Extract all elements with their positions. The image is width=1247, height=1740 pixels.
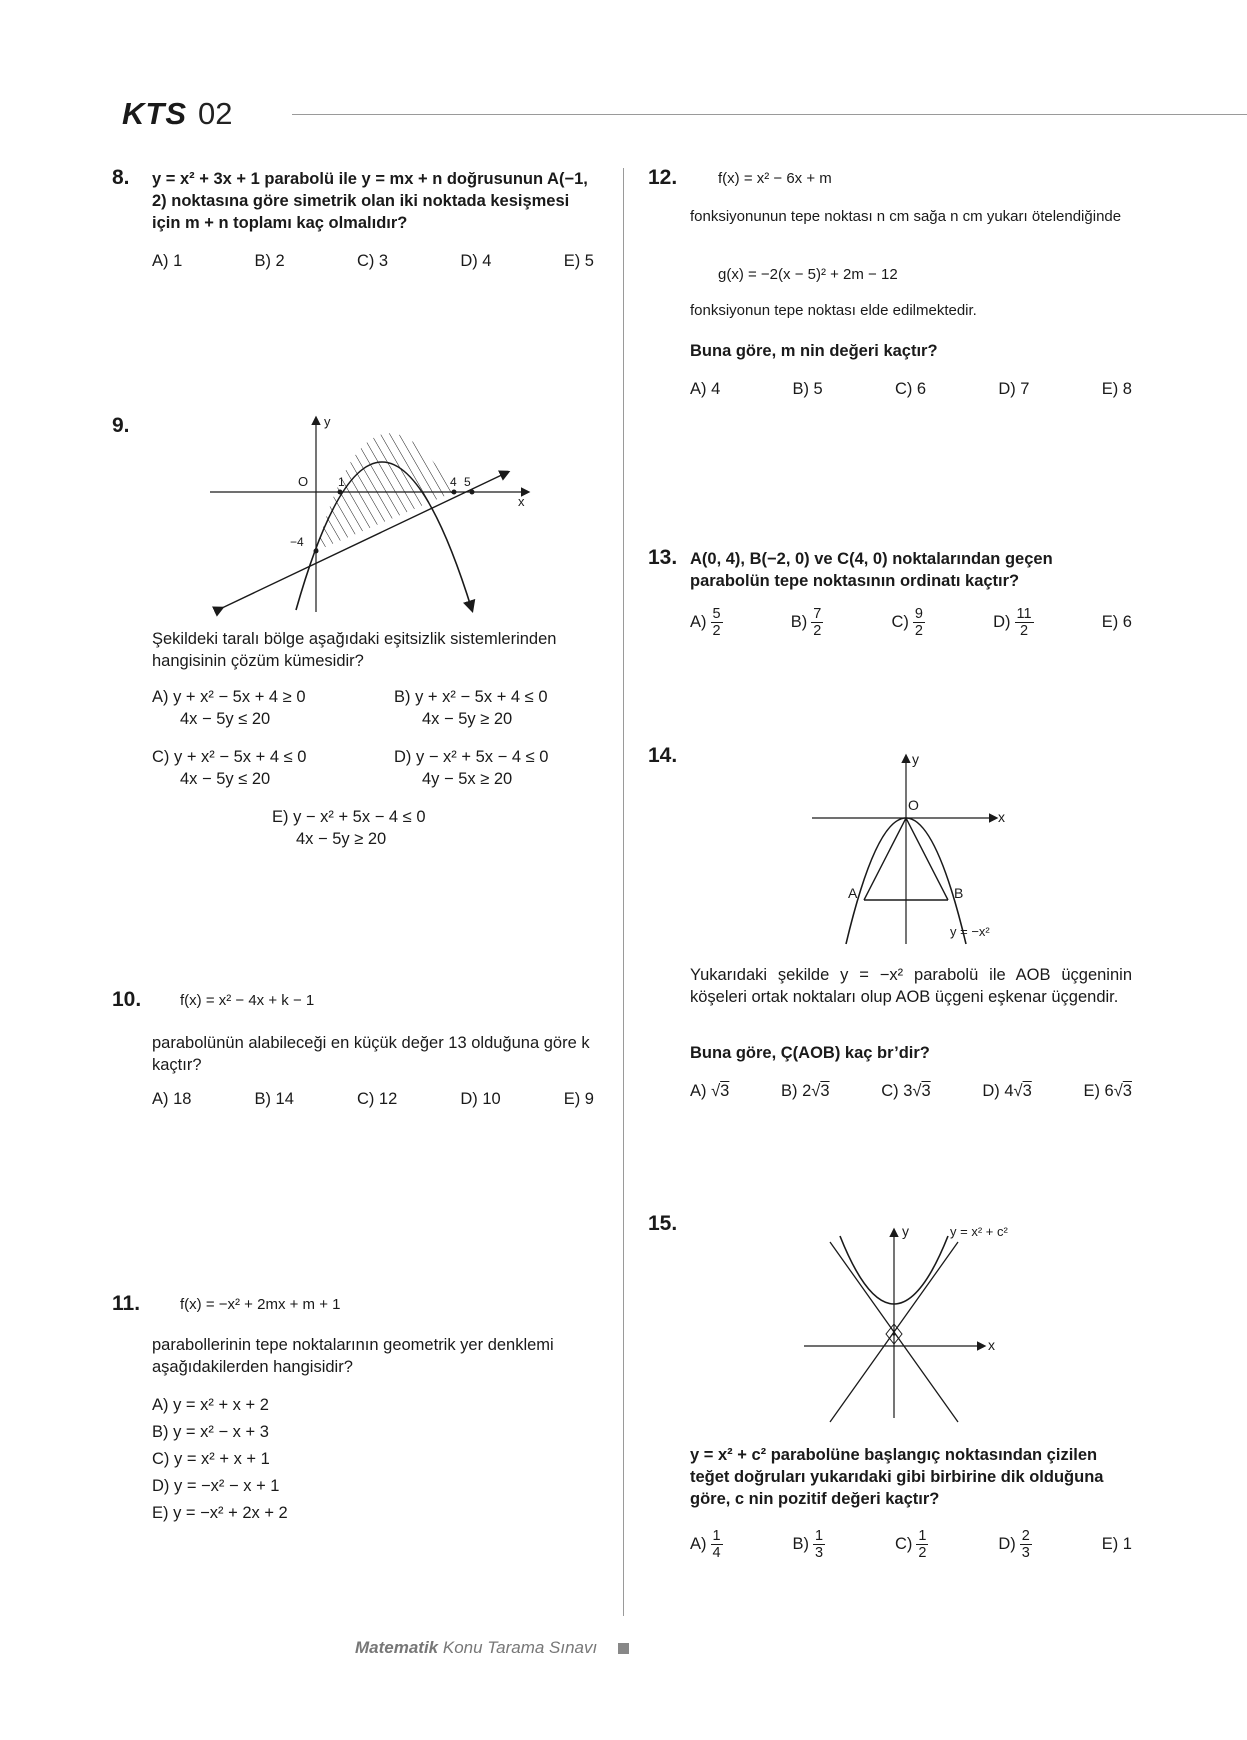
q13-text: A(0, 4), B(−2, 0) ve C(4, 0) noktalarından geçen parabolün tepe noktasının ordinatı kaçtır? [690,550,1053,590]
q12-option-d[interactable]: D) 7 [998,380,1030,398]
q12-function2: g(x) = −2(x − 5)² + 2m − 12 [718,266,898,283]
q13-option-c-fraction [913,606,925,639]
brand-logo: KTS [122,96,187,131]
q14-option-d-coef: 4 [1004,1082,1014,1100]
q9-option-c-line2: 4x − 5y ≤ 20 [180,770,271,788]
q12-option-b[interactable]: B) 5 [792,380,823,398]
q15-text: y = x² + c² parabolüne başlangıç noktasından çizilen teğet doğruları yukarıdaki gibi birbirine dik olduğuna göre, c nin pozitif değeri kaçtır? [690,1446,1104,1508]
q15-y-label: y [902,1223,909,1239]
q13-option-a-num: 5 [712,606,721,622]
q14-a-label: A [848,885,858,901]
footer [355,1638,597,1658]
q9-label-4: 4 [450,475,457,489]
q15-option-d[interactable] [998,1528,1032,1561]
q15-option-c-label: C) [894,1534,913,1553]
q13-option-a[interactable] [690,606,723,639]
q13-number: 13. [648,546,678,569]
q11-function: f(x) = −x² + 2mx + m + 1 [180,1296,341,1313]
header-rule [292,114,1247,115]
q14-option-c-radicand: 3 [921,1082,931,1100]
q13-option-c-num: 9 [914,606,923,622]
q8-option-c[interactable]: C) 3 [356,252,389,270]
column-divider [623,168,624,1616]
q15-option-a[interactable] [690,1528,723,1561]
q14-x-label: x [998,809,1005,825]
q8-text: y = x² + 3x + 1 parabolü ile y = mx + n doğrusunun A(−1, 2) noktasına göre simetrik olan iki noktada kesişmesi için m + n toplamı kaç olmalıdır? [152,170,588,232]
q14-options [690,1082,1132,1101]
q15-figure [800,1212,1040,1432]
q15-option-c-num: 1 [918,1528,927,1544]
q14-option-e-label: E) [1083,1082,1105,1100]
q9-y-label: y [324,414,331,429]
q8-option-e[interactable]: E) 5 [563,252,594,270]
q13-option-b[interactable] [791,606,824,639]
q15-x-label: x [988,1337,995,1353]
q8-option-b[interactable]: B) 2 [254,252,285,270]
q11-number: 11. [112,1292,141,1315]
q14-text: Yukarıdaki şekilde y = −x² parabolü ile AOB üçgeninin köşeleri ortak noktaları olup AOB üçgeni eşkenar üçgendir. [690,966,1132,1006]
q14-option-d[interactable] [982,1082,1031,1101]
q14-option-b-label: B) [781,1082,803,1100]
q10-option-c[interactable]: C) 12 [356,1090,398,1108]
footer-title: Konu Tarama Sınavı [442,1638,598,1657]
q10-option-a[interactable]: A) 18 [152,1090,192,1108]
q15-option-b-label: B) [792,1534,809,1553]
q10-number: 10. [112,988,142,1011]
q12-options [690,380,1132,399]
q8-option-d[interactable]: D) 4 [460,252,492,270]
q10-text: parabolünün alabileceği en küçük değer 13 olduğuna göre k kaçtır? [152,1034,590,1074]
q15-option-c[interactable] [895,1528,929,1561]
q14-figure [800,744,1020,958]
q12-number: 12. [648,166,678,189]
q12-function: f(x) = x² − 6x + m [718,170,832,187]
q9-x-label: x [518,494,525,509]
footer-square-icon [618,1643,629,1654]
footer-subject: Matematik [355,1638,439,1657]
q15-option-d-label: D) [998,1534,1016,1553]
q14-b-label: B [954,885,964,901]
q13-option-c[interactable] [891,606,925,639]
q13-option-d-label: D) [993,612,1011,631]
q15-option-c-den: 2 [918,1545,927,1561]
q14-option-d-label: D) [982,1082,1005,1100]
q8-number: 8. [112,166,130,189]
q10-options [152,1090,594,1109]
q14-y-label: y [912,751,919,767]
q14-curve-label: y = −x² [950,924,990,939]
q14-option-c-sqrt-sign: √ [912,1082,922,1100]
q13-option-a-fraction [711,606,723,639]
q12-text1: fonksiyonunun tepe noktası n cm sağa n cm yukarı ötelendiğinde [690,208,1122,225]
q13-option-d-num: 11 [1016,606,1032,622]
q12-text2: fonksiyonun tepe noktası elde edilmektedir. [690,302,977,319]
q15-option-e[interactable]: E) 1 [1101,1535,1132,1553]
q15-curve-label: y = x² + c² [950,1224,1008,1239]
q9-option-e[interactable] [272,806,426,850]
q15-option-d-num: 2 [1021,1528,1030,1544]
q14-number: 14. [648,744,678,767]
q9-option-d[interactable] [394,746,548,790]
q14-option-b[interactable] [781,1082,830,1101]
q13-option-d-fraction [1015,606,1034,639]
q14-option-e-radicand: 3 [1122,1082,1132,1100]
q14-option-e-sqrt-sign: √ [1113,1082,1123,1100]
q11-option-a[interactable]: A) y = x² + x + 2 [152,1396,269,1414]
q13-option-d-den: 2 [1019,623,1029,639]
q14-option-b-coef: 2 [802,1082,812,1100]
q14-option-c-label: C) [881,1082,904,1100]
q9-option-e-line2: 4x − 5y ≥ 20 [296,830,387,848]
q15-number: 15. [648,1212,678,1235]
q15-option-d-fraction [1020,1528,1032,1561]
page-number: 02 [198,96,233,131]
q9-option-c[interactable] [152,746,306,790]
q9-option-a-line2: 4x − 5y ≤ 20 [180,710,271,728]
q14-option-e[interactable] [1083,1082,1132,1101]
q14-option-b-sqrt-sign: √ [811,1082,821,1100]
q9-option-b[interactable] [394,686,548,730]
q14-option-a-radicand: 3 [720,1082,730,1100]
q15-option-a-label: A) [690,1534,707,1553]
q11-text: parabollerinin tepe noktalarının geometrik yer denklemi aşağıdakilerden hangisidir? [152,1336,554,1376]
q14-option-d-radicand: 3 [1022,1082,1032,1100]
q11-option-d[interactable]: D) y = −x² − x + 1 [152,1477,280,1495]
q13-option-c-label: C) [891,612,909,631]
q13-option-b-num: 7 [813,606,822,622]
q10-option-e[interactable]: E) 9 [563,1090,594,1108]
q13-option-e[interactable]: E) 6 [1101,613,1132,631]
q9-number: 9. [112,414,130,437]
q14-option-c-coef: 3 [903,1082,913,1100]
q15-options [690,1528,1132,1561]
q11-option-e[interactable]: E) y = −x² + 2x + 2 [152,1504,288,1522]
q9-label-1: 1 [338,475,345,489]
q14-question: Buna göre, Ç(AOB) kaç br’dir? [690,1044,930,1062]
q15-option-a-num: 1 [712,1528,721,1544]
q9-label-5: 5 [464,475,471,489]
q15-option-c-fraction [916,1528,928,1561]
q15-option-b-den: 3 [814,1545,824,1561]
q15-option-a-den: 4 [712,1545,721,1561]
q11-option-c[interactable]: C) y = x² + x + 1 [152,1450,270,1468]
q13-options [690,606,1132,639]
q12-option-c[interactable]: C) 6 [894,380,927,398]
q9-option-d-line1: D) y − x² + 5x − 4 ≤ 0 [394,748,549,766]
q13-option-b-den: 2 [813,623,822,639]
q10-function: f(x) = x² − 4x + k − 1 [180,992,315,1009]
q12-question: Buna göre, m nin değeri kaçtır? [690,342,938,360]
q13-option-c-den: 2 [914,623,923,639]
q13-option-a-label: A) [690,612,707,631]
q15-option-b[interactable] [792,1528,825,1561]
q13-option-b-label: B) [790,612,808,631]
q8-option-a[interactable]: A) 1 [152,252,183,270]
q15-option-b-num: 1 [814,1528,824,1544]
q13-option-a-den: 2 [712,623,721,639]
q14-option-b-radicand: 3 [820,1082,830,1100]
q10-option-b[interactable]: B) 14 [254,1090,294,1108]
q15-option-b-fraction [813,1528,825,1561]
q9-option-a[interactable] [152,686,306,730]
q14-option-a-label: A) [690,1082,712,1100]
q8-options [152,252,594,271]
q15-option-a-fraction [711,1528,723,1561]
q14-option-d-sqrt-sign: √ [1013,1082,1023,1100]
q14-option-a-sqrt-sign: √ [711,1082,721,1100]
q9-option-b-line1: B) y + x² − 5x + 4 ≤ 0 [394,688,548,706]
q14-option-c[interactable] [881,1082,930,1101]
q9-option-c-line1: C) y + x² − 5x + 4 ≤ 0 [152,748,307,766]
q10-option-d[interactable]: D) 10 [460,1090,501,1108]
q9-option-a-line1: A) y + x² − 5x + 4 ≥ 0 [152,688,306,706]
q9-option-b-line2: 4x − 5y ≥ 20 [422,710,513,728]
q11-option-b[interactable]: B) y = x² − x + 3 [152,1423,269,1441]
q9-label-minus4: −4 [290,535,304,549]
q9-option-e-line1: E) y − x² + 5x − 4 ≤ 0 [272,808,426,826]
q9-origin-label: O [298,474,309,489]
q15-option-d-den: 3 [1021,1545,1030,1561]
q13-option-d[interactable] [993,606,1033,639]
q9-figure [200,410,540,620]
q12-option-a[interactable]: A) 4 [690,380,721,398]
q9-option-d-line2: 4y − 5x ≥ 20 [422,770,513,788]
q13-option-b-fraction [811,606,823,639]
q14-option-a[interactable] [690,1082,729,1101]
q11-options [152,1392,288,1527]
q12-option-e[interactable]: E) 8 [1101,380,1132,398]
q9-text: Şekildeki taralı bölge aşağıdaki eşitsizlik sistemlerinden hangisinin çözüm kümesidir? [152,630,557,670]
q14-option-e-coef: 6 [1104,1082,1114,1100]
q14-origin-label: O [908,797,919,813]
